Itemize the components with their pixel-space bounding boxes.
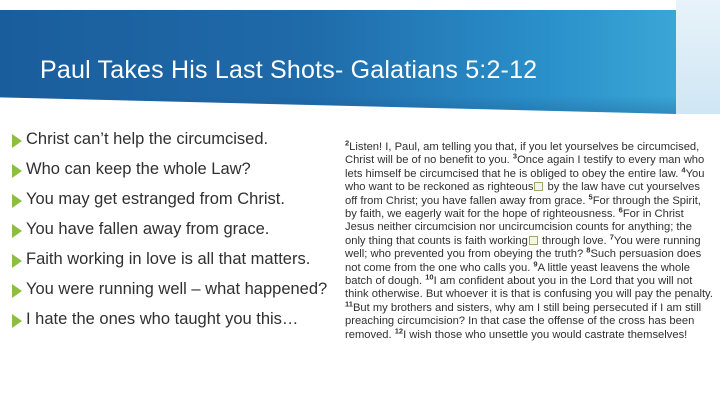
verse-text: Listen! I, Paul, am telling you that, if you let yourselves be circumcised, Christ will be of no benefit to you. xyxy=(345,141,700,167)
bullet-text: I hate the ones who taught you this… xyxy=(26,310,299,328)
bullet-text: Christ can’t help the circumcised. xyxy=(26,130,269,148)
verse-text: I am confident about you in the Lord that you will not think otherwise. But whoever it is that is confusing you will pay the penalty. xyxy=(345,275,713,301)
verse-text: through love. xyxy=(538,234,610,247)
verse-text: For in Christ Jesus neither circumcision nor uncircumcision counts for anything; the only thing that counts is faith working xyxy=(345,208,692,247)
bullet-item xyxy=(10,158,340,181)
footnote-marker-icon[interactable] xyxy=(529,236,538,245)
verse-text: I wish those who unsettle you would castrate themselves! xyxy=(403,328,688,341)
bullet-text: Who can keep the whole Law? xyxy=(26,160,251,178)
verse-text: But my brothers and sisters, why am I still being persecuted if I am still preaching circumcision? In that case the offense of the cross has been removed. xyxy=(345,301,702,341)
arrow-right-icon xyxy=(10,191,26,211)
verse-text: Once again I testify to every man who lets himself be circumcised that he is obliged to obey the entire law. xyxy=(345,154,705,180)
verse-number: 12 xyxy=(394,325,404,335)
verse-number: 8 xyxy=(586,245,591,255)
verse-number: 2 xyxy=(345,138,350,148)
bullet-item xyxy=(10,248,340,271)
verse-number: 11 xyxy=(345,299,353,309)
bullet-text: Faith working in love is all that matters. xyxy=(26,250,311,268)
verse-number: 4 xyxy=(681,165,686,175)
slide-title: Paul Takes His Last Shots- Galatians 5:2-12 xyxy=(40,56,538,84)
arrow-right-icon xyxy=(10,161,26,181)
bullet-item xyxy=(10,278,340,301)
verse-text: Such persuasion does not come from the one who calls you. xyxy=(345,248,702,274)
bullet-text: You were running well – what happened? xyxy=(26,280,328,298)
arrow-right-icon xyxy=(10,311,26,331)
verse-number: 3 xyxy=(512,151,518,161)
bullet-item xyxy=(10,308,340,331)
arrow-right-icon xyxy=(10,251,26,271)
arrow-right-icon xyxy=(10,281,26,301)
verse-text: A little yeast leavens the whole batch of dough. xyxy=(345,261,690,288)
bullet-list xyxy=(10,128,340,338)
verse-text: You were running well; who prevented you from obeying the truth? xyxy=(345,234,701,261)
title-accent xyxy=(676,0,720,114)
footnote-marker-icon[interactable] xyxy=(534,182,543,191)
bullet-text: You have fallen away from grace. xyxy=(26,220,270,238)
verse-text: For through the Spirit, by faith, we eagerly wait for the hope of righteousness. xyxy=(345,194,701,221)
bullet-item xyxy=(10,128,340,151)
bullet-text: You may get estranged from Christ. xyxy=(26,190,285,208)
verse-number: 6 xyxy=(618,205,623,215)
verse-number: 5 xyxy=(588,191,593,201)
verse-text: by the law have cut yourselves off from Christ; you have fallen away from grace. xyxy=(345,181,700,207)
arrow-right-icon xyxy=(10,131,26,151)
verse-text: You who want to be reckoned as righteous xyxy=(345,167,705,194)
verse-number: 7 xyxy=(609,232,614,242)
bullet-item xyxy=(10,218,340,241)
arrow-right-icon xyxy=(10,221,26,241)
verse-number: 10 xyxy=(425,272,434,282)
scripture-passage xyxy=(345,138,713,342)
verse-number: 9 xyxy=(533,258,538,268)
bullet-item xyxy=(10,188,340,211)
